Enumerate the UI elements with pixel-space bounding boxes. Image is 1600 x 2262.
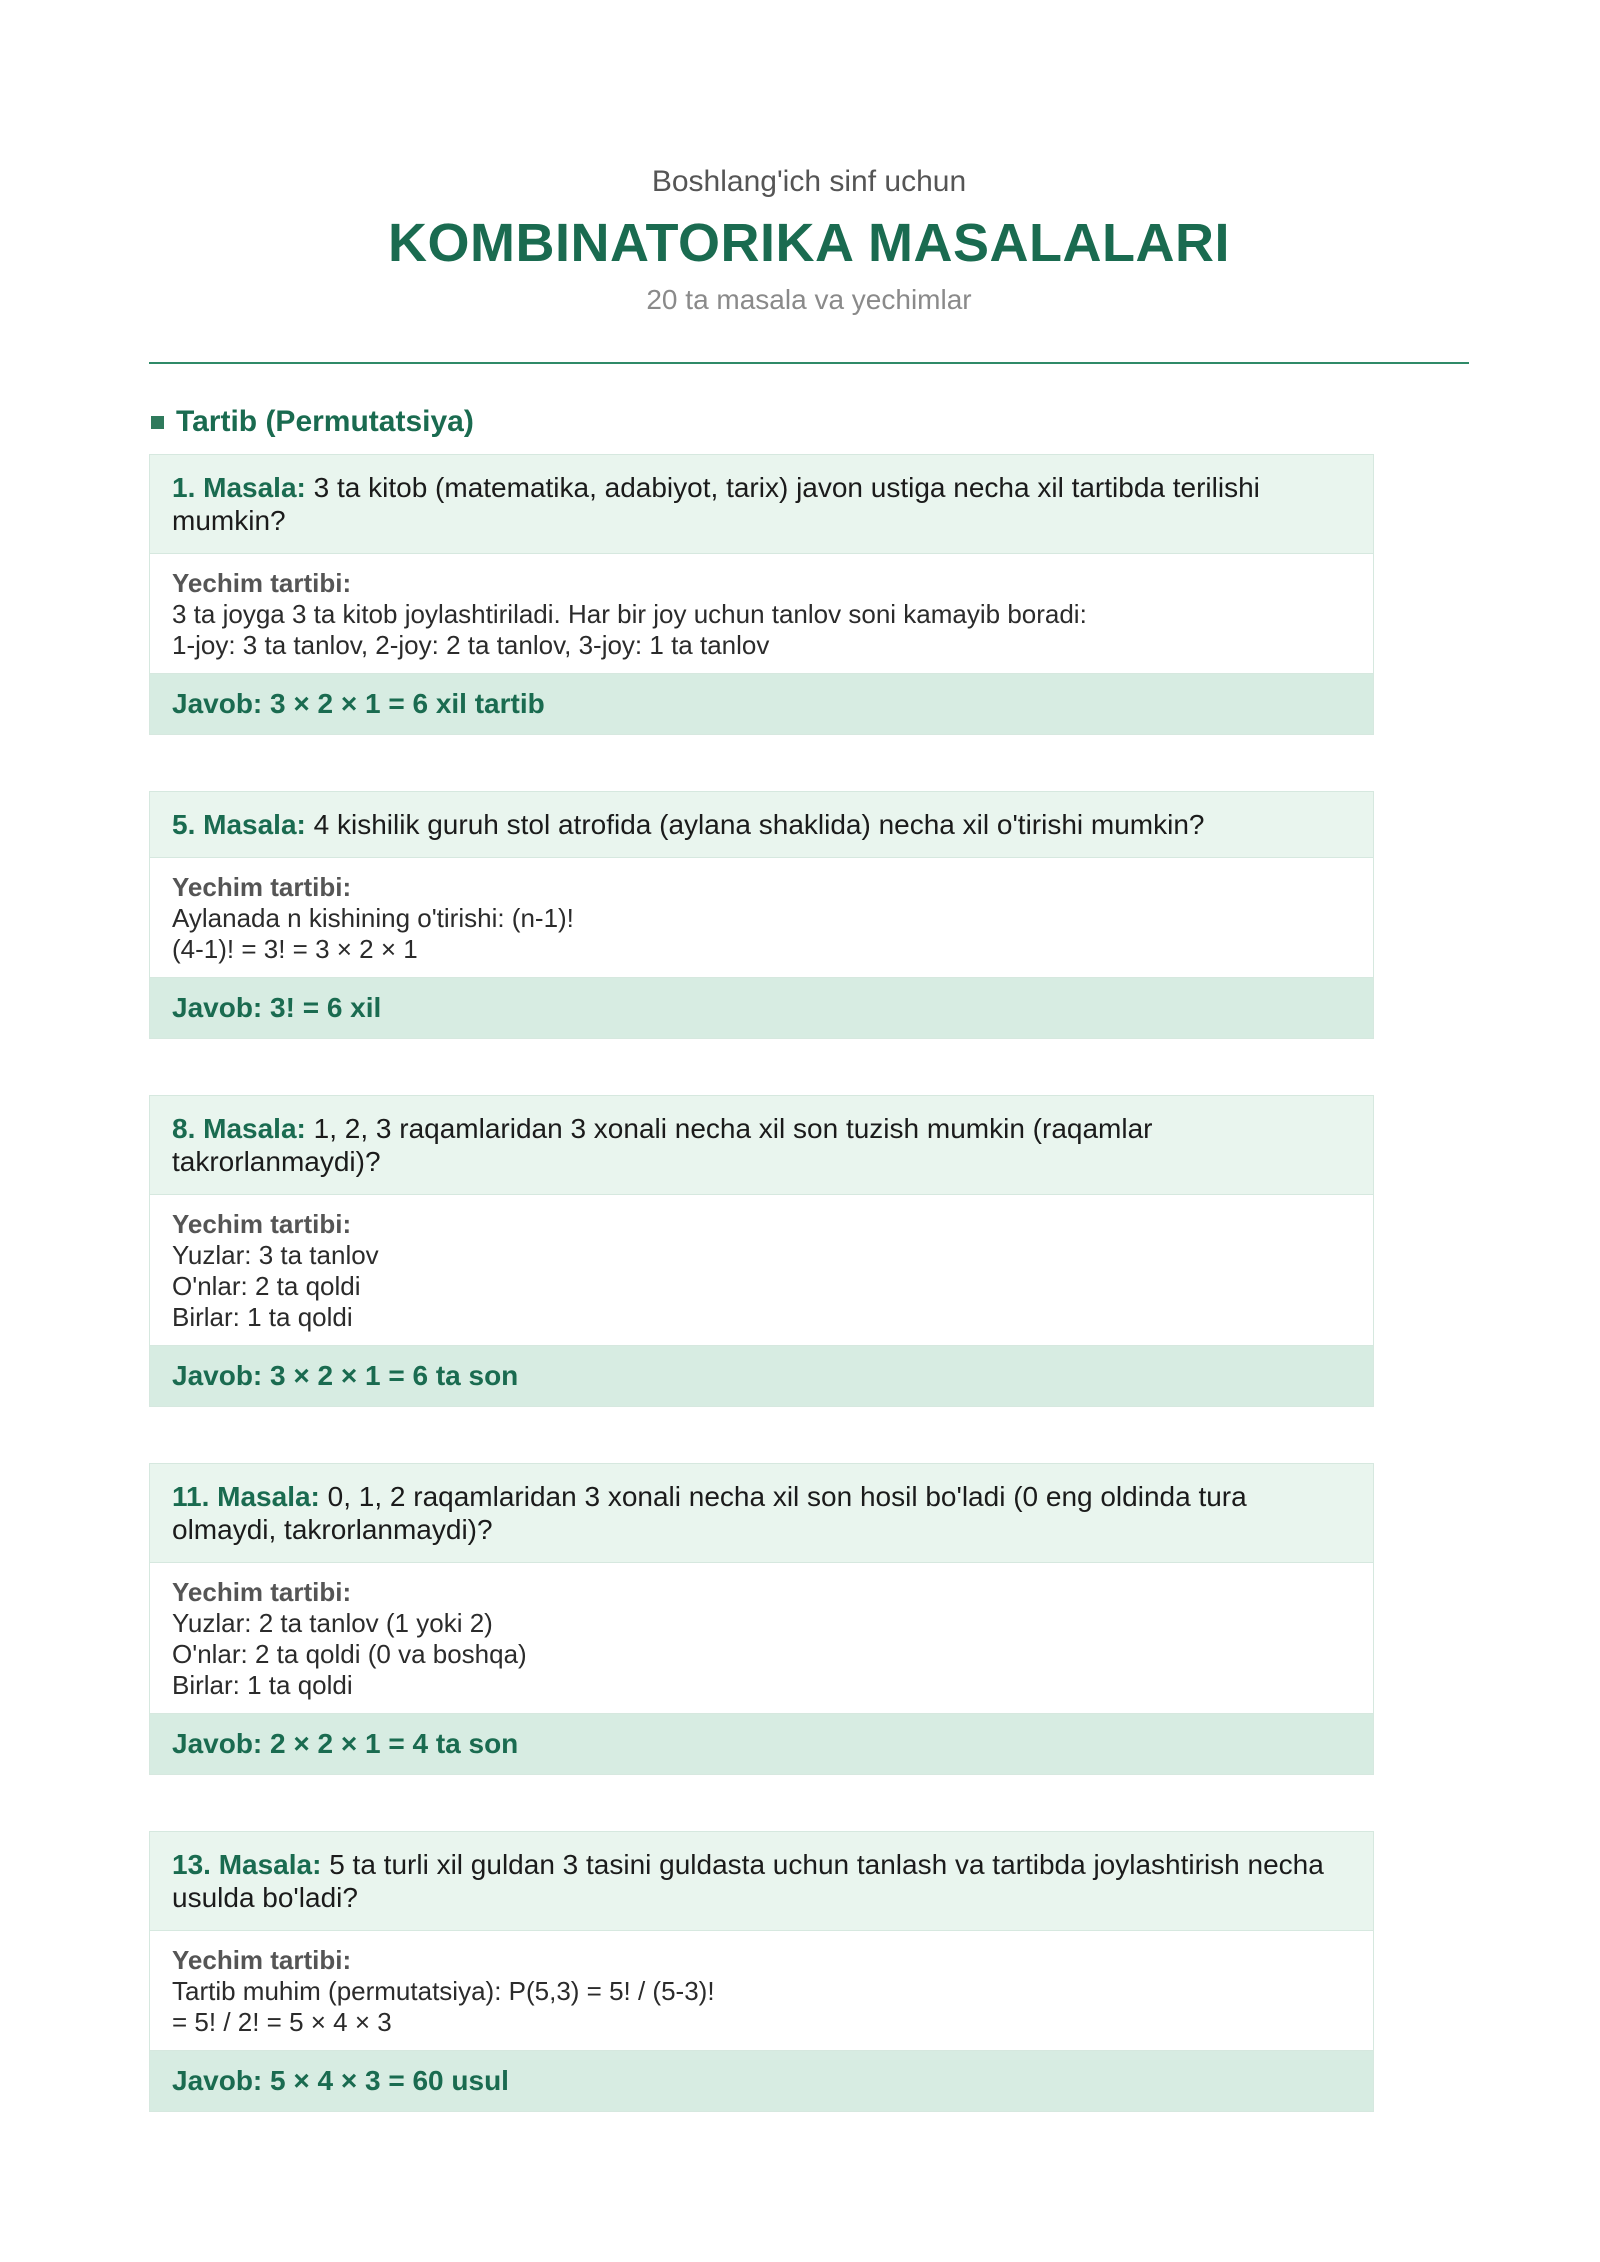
- problem-solution: [150, 1195, 1373, 1346]
- problem-question: [150, 1464, 1373, 1563]
- problem-question: [150, 1832, 1373, 1931]
- solution-line: Aylanada n kishining o'tirishi: (n-1)!: [172, 903, 574, 933]
- problem-label: 5. Masala:: [172, 809, 306, 840]
- solution-line: Yuzlar: 2 ta tanlov (1 yoki 2): [172, 1608, 493, 1638]
- problem-question: [150, 792, 1373, 858]
- square-bullet-icon: [151, 416, 164, 429]
- problem-label: 1. Masala:: [172, 472, 306, 503]
- page-title: KOMBINATORIKA MASALALARI: [388, 213, 1230, 273]
- problem-solution: [150, 858, 1373, 978]
- problem-label: 8. Masala:: [172, 1113, 306, 1144]
- solution-label: Yechim tartibi:: [172, 872, 352, 902]
- solution-line: 3 ta joyga 3 ta kitob joylashtiriladi. Har bir joy uchun tanlov soni kamayib boradi:: [172, 599, 1087, 629]
- solution-line: = 5! / 2! = 5 × 4 × 3: [172, 2007, 392, 2037]
- section-heading: [149, 402, 1469, 442]
- problem-solution: [150, 1563, 1373, 1714]
- document-page: [149, 0, 1469, 2168]
- header-divider: [149, 362, 1469, 364]
- problem-card: [149, 1463, 1374, 1775]
- problem-solution: [150, 554, 1373, 674]
- header-subtitle-bottom: 20 ta masala va yechimlar: [646, 284, 972, 315]
- solution-line: 1-joy: 3 ta tanlov, 2-joy: 2 ta tanlov, 3-joy: 1 ta tanlov: [172, 630, 770, 660]
- solution-line: Birlar: 1 ta qoldi: [172, 1302, 353, 1332]
- problem-question: [150, 1096, 1373, 1195]
- problem-solution: [150, 1931, 1373, 2051]
- problem-card: [149, 454, 1374, 735]
- solution-line: (4-1)! = 3! = 3 × 2 × 1: [172, 934, 418, 964]
- solution-line: Tartib muhim (permutatsiya): P(5,3) = 5! / (5-3)!: [172, 1976, 715, 2006]
- solution-label: Yechim tartibi:: [172, 1577, 352, 1607]
- solution-label: Yechim tartibi:: [172, 568, 352, 598]
- problem-answer: Javob: 3! = 6 xil: [150, 978, 1373, 1038]
- section-title-text: Tartib (Permutatsiya): [176, 405, 474, 438]
- problem-question-text: 1, 2, 3 raqamlaridan 3 xonali necha xil son tuzish mumkin (raqamlar takrorlanmaydi)?: [172, 1113, 1153, 1177]
- problem-answer: Javob: 3 × 2 × 1 = 6 ta son: [150, 1346, 1373, 1406]
- solution-label: Yechim tartibi:: [172, 1209, 352, 1239]
- header-subtitle-top: Boshlang'ich sinf uchun: [651, 165, 967, 198]
- problem-question-text: 3 ta kitob (matematika, adabiyot, tarix) javon ustiga necha xil tartibda terilishi mumkin?: [172, 472, 1260, 536]
- solution-line: O'nlar: 2 ta qoldi: [172, 1271, 361, 1301]
- problem-card: [149, 1831, 1374, 2112]
- problem-question-text: 4 kishilik guruh stol atrofida (aylana shaklida) necha xil o'tirishi mumkin?: [313, 809, 1205, 840]
- solution-line: O'nlar: 2 ta qoldi (0 va boshqa): [172, 1639, 527, 1669]
- solution-label: Yechim tartibi:: [172, 1945, 352, 1975]
- problem-question-text: 5 ta turli xil guldan 3 tasini guldasta uchun tanlash va tartibda joylashtirish necha usulda bo'ladi?: [172, 1849, 1324, 1913]
- document-header: [149, 0, 1469, 318]
- problem-question: [150, 455, 1373, 554]
- problem-answer: Javob: 2 × 2 × 1 = 4 ta son: [150, 1714, 1373, 1774]
- problem-list: [149, 454, 1374, 2112]
- problem-answer: Javob: 3 × 2 × 1 = 6 xil tartib: [150, 674, 1373, 734]
- problem-card: [149, 791, 1374, 1039]
- problem-card: [149, 1095, 1374, 1407]
- problem-question-text: 0, 1, 2 raqamlaridan 3 xonali necha xil son hosil bo'ladi (0 eng oldinda tura olmaydi, takrorlanmaydi)?: [172, 1481, 1247, 1545]
- problem-label: 13. Masala:: [172, 1849, 322, 1880]
- solution-line: Yuzlar: 3 ta tanlov: [172, 1240, 379, 1270]
- problem-answer: Javob: 5 × 4 × 3 = 60 usul: [150, 2051, 1373, 2111]
- solution-line: Birlar: 1 ta qoldi: [172, 1670, 353, 1700]
- problem-label: 11. Masala:: [172, 1481, 320, 1512]
